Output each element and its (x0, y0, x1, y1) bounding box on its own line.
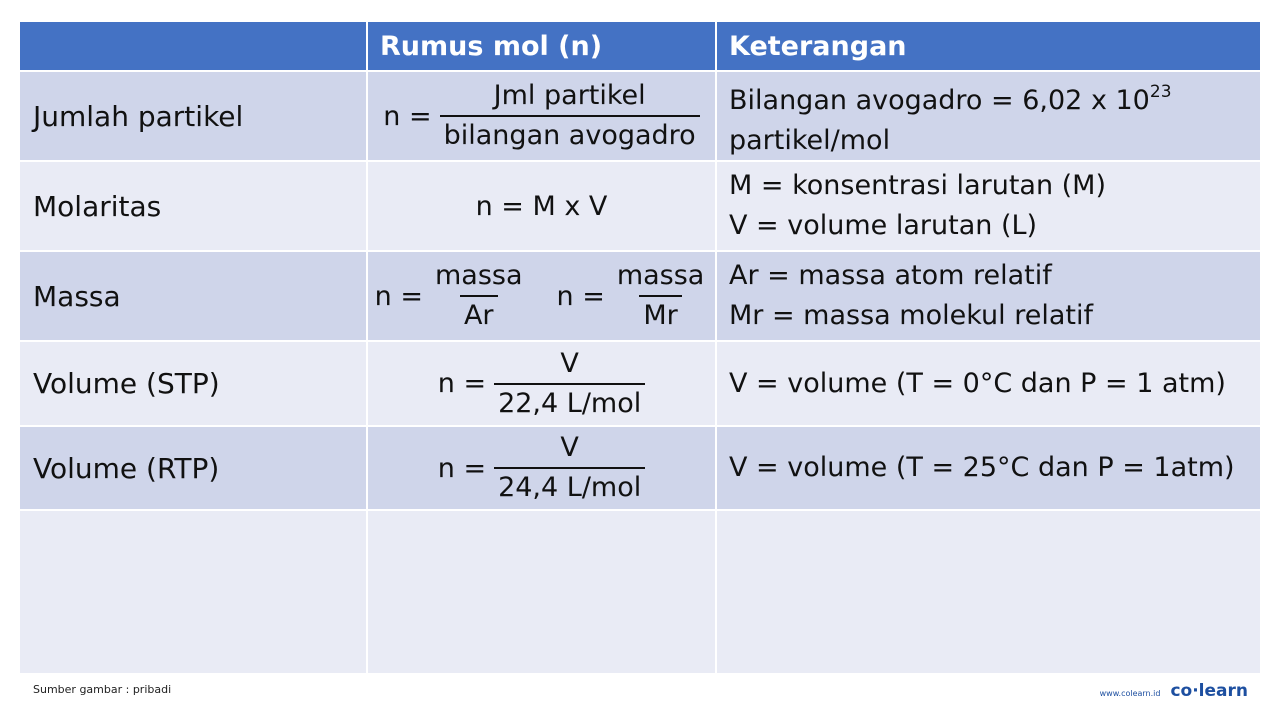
mole-formula-table (20, 22, 1260, 675)
formula-volume-stp (368, 342, 717, 427)
note-molaritas (717, 162, 1260, 252)
formula-lhs: n = (437, 368, 487, 399)
note-volume-stp (717, 342, 1260, 427)
numerator: Jml partikel (493, 80, 646, 111)
numerator: V (560, 432, 579, 463)
denominator: 22,4 L/mol (494, 383, 645, 421)
note-jumlah-partikel (717, 72, 1260, 162)
formula-jumlah-partikel (368, 72, 717, 162)
numerator: massa (434, 260, 523, 291)
formula-massa (368, 252, 717, 342)
header-keterangan: Keterangan (717, 22, 1260, 72)
denominator: bilangan avogadro (440, 115, 700, 153)
image-source-caption: Sumber gambar : pribadi (33, 683, 172, 696)
note-line: V = volume larutan (L) (729, 210, 1038, 241)
denominator: Ar (460, 295, 498, 333)
empty-cell (368, 511, 717, 675)
formula-lhs: n = (383, 100, 432, 132)
brand (1100, 681, 1248, 701)
numerator: massa (616, 260, 705, 291)
row-label-volume-rtp: Volume (RTP) (20, 427, 368, 511)
formula-lhs: n = (374, 280, 423, 312)
row-label-massa: Massa (20, 252, 368, 342)
row-label-molaritas: Molaritas (20, 162, 368, 252)
note-line: Ar = massa atom relatif (729, 260, 1052, 291)
colearn-logo: co·learn (1170, 681, 1248, 701)
note-volume-rtp (717, 427, 1260, 511)
note-line: V = volume (T = 0°C dan P = 1 atm) (729, 367, 1226, 399)
brand-url: www.colearn.id (1099, 689, 1161, 698)
formula-lhs: n = (437, 452, 487, 484)
empty-cell (717, 511, 1260, 675)
row-label-jumlah-partikel: Jumlah partikel (20, 72, 368, 162)
numerator: V (560, 347, 579, 379)
denominator: 24,4 L/mol (494, 467, 645, 505)
exponent: 23 (1149, 81, 1172, 102)
denominator: Mr (639, 295, 681, 333)
formula-lhs: n = (556, 280, 605, 312)
formula-volume-rtp (368, 427, 717, 511)
fraction (613, 259, 709, 333)
note-line: Bilangan avogadro = 6,02 x $10^{23}$ (729, 81, 1172, 116)
fraction (431, 259, 527, 333)
formula-molaritas: n = M x V (368, 162, 717, 252)
empty-cell (20, 511, 368, 675)
note-line: partikel/mol (729, 124, 891, 156)
fraction (494, 431, 645, 505)
note-massa (717, 252, 1260, 342)
note-line: Mr = massa molekul relatif (729, 300, 1093, 331)
row-label-volume-stp: Volume (STP) (20, 342, 368, 427)
header-empty-cell (20, 22, 368, 72)
fraction (494, 347, 645, 421)
fraction (440, 79, 700, 153)
note-line: V = volume (T = 25°C dan P = 1atm) (729, 452, 1235, 483)
header-rumus: Rumus mol (n) (368, 22, 717, 72)
note-line: M = konsentrasi larutan (M) (729, 170, 1107, 201)
